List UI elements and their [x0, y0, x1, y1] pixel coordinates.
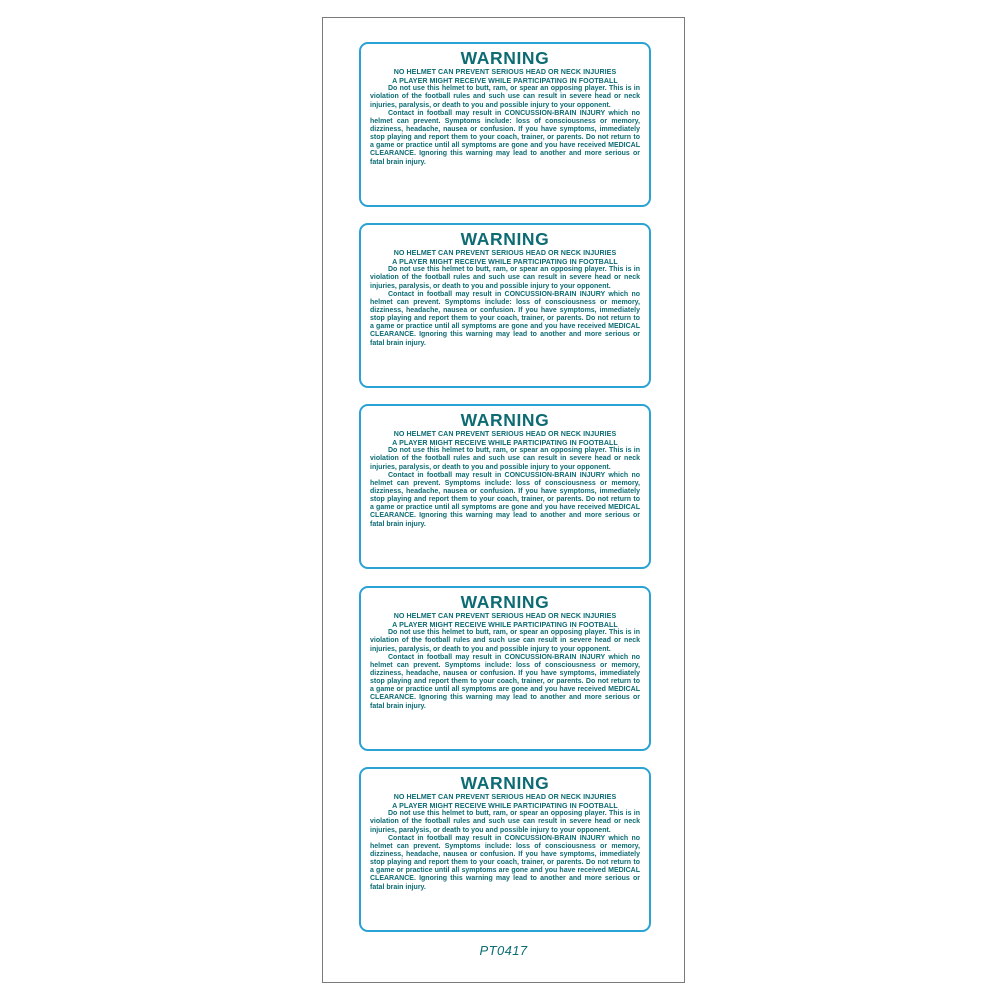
warning-paragraph-helmet-use: Do not use this helmet to butt, ram, or spear an opposing player. This is in violation of the football rules and such use can result in severe head or neck injuries, paralysis, or death to you and possible injury to your opponent. [370, 447, 640, 471]
warning-label [359, 767, 651, 932]
warning-headline-1: NO HELMET CAN PREVENT SERIOUS HEAD OR NECK INJURIES [393, 249, 617, 257]
warning-paragraph-helmet-use: Do not use this helmet to butt, ram, or spear an opposing player. This is in violation of the football rules and such use can result in severe head or neck injuries, paralysis, or death to you and possible injury to your opponent. [370, 810, 640, 834]
warning-headline-1: NO HELMET CAN PREVENT SERIOUS HEAD OR NECK INJURIES [393, 612, 617, 620]
warning-headline-1: NO HELMET CAN PREVENT SERIOUS HEAD OR NECK INJURIES [393, 793, 617, 801]
warning-paragraph-helmet-use: Do not use this helmet to butt, ram, or spear an opposing player. This is in violation of the football rules and such use can result in severe head or neck injuries, paralysis, or death to you and possible injury to your opponent. [370, 266, 640, 290]
warning-headline-2: A PLAYER MIGHT RECEIVE WHILE PARTICIPATING IN FOOTBALL [392, 257, 618, 266]
warning-headline-2: A PLAYER MIGHT RECEIVE WHILE PARTICIPATING IN FOOTBALL [392, 76, 618, 85]
warning-headline-2: A PLAYER MIGHT RECEIVE WHILE PARTICIPATING IN FOOTBALL [392, 620, 618, 629]
warning-title: WARNING [460, 48, 550, 68]
warning-label [359, 404, 651, 569]
warning-paragraph-helmet-use: Do not use this helmet to butt, ram, or spear an opposing player. This is in violation of the football rules and such use can result in severe head or neck injuries, paralysis, or death to you and possible injury to your opponent. [370, 85, 640, 109]
warning-title: WARNING [460, 410, 550, 430]
warning-paragraph-concussion: Contact in football may result in CONCUSSION-BRAIN INJURY which no helmet can prevent. Symptoms include: loss of consciousness or memory, dizziness, headache, nausea or confusion. If you have symptoms, immediately stop playing and report them to your coach, trainer, or parents. Do not return to a game or practice until all symptoms are gone and you have received MEDICAL CLEARANCE. Ignoring this warning may lead to another and more serious or fatal brain injury. [370, 471, 640, 528]
warning-title: WARNING [460, 592, 550, 612]
warning-paragraph-concussion: Contact in football may result in CONCUSSION-BRAIN INJURY which no helmet can prevent. Symptoms include: loss of consciousness or memory, dizziness, headache, nausea or confusion. If you have symptoms, immediately stop playing and report them to your coach, trainer, or parents. Do not return to a game or practice until all symptoms are gone and you have received MEDICAL CLEARANCE. Ignoring this warning may lead to another and more serious or fatal brain injury. [370, 290, 640, 347]
warning-paragraph-concussion: Contact in football may result in CONCUSSION-BRAIN INJURY which no helmet can prevent. Symptoms include: loss of consciousness or memory, dizziness, headache, nausea or confusion. If you have symptoms, immediately stop playing and report them to your coach, trainer, or parents. Do not return to a game or practice until all symptoms are gone and you have received MEDICAL CLEARANCE. Ignoring this warning may lead to another and more serious or fatal brain injury. [370, 653, 640, 710]
warning-title: WARNING [460, 773, 550, 793]
warning-headline-1: NO HELMET CAN PREVENT SERIOUS HEAD OR NECK INJURIES [393, 68, 617, 76]
warning-paragraph-helmet-use: Do not use this helmet to butt, ram, or spear an opposing player. This is in violation of the football rules and such use can result in severe head or neck injuries, paralysis, or death to you and possible injury to your opponent. [370, 629, 640, 653]
warning-paragraph-concussion: Contact in football may result in CONCUSSION-BRAIN INJURY which no helmet can prevent. Symptoms include: loss of consciousness or memory, dizziness, headache, nausea or confusion. If you have symptoms, immediately stop playing and report them to your coach, trainer, or parents. Do not return to a game or practice until all symptoms are gone and you have received MEDICAL CLEARANCE. Ignoring this warning may lead to another and more serious or fatal brain injury. [370, 109, 640, 166]
product-code: PT0417 [479, 943, 528, 958]
warning-label [359, 223, 651, 388]
warning-label [359, 42, 651, 207]
warning-headline-1: NO HELMET CAN PREVENT SERIOUS HEAD OR NECK INJURIES [393, 430, 617, 438]
warning-headline-2: A PLAYER MIGHT RECEIVE WHILE PARTICIPATING IN FOOTBALL [392, 438, 618, 447]
warning-label [359, 586, 651, 751]
warning-paragraph-concussion: Contact in football may result in CONCUSSION-BRAIN INJURY which no helmet can prevent. Symptoms include: loss of consciousness or memory, dizziness, headache, nausea or confusion. If you have symptoms, immediately stop playing and report them to your coach, trainer, or parents. Do not return to a game or practice until all symptoms are gone and you have received MEDICAL CLEARANCE. Ignoring this warning may lead to another and more serious or fatal brain injury. [370, 834, 640, 891]
warning-headline-2: A PLAYER MIGHT RECEIVE WHILE PARTICIPATING IN FOOTBALL [392, 801, 618, 810]
warning-title: WARNING [460, 229, 550, 249]
